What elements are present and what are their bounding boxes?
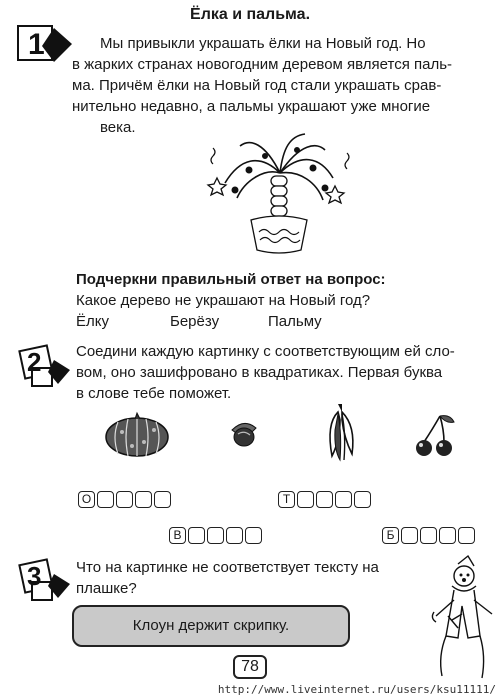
letter-cell[interactable]: [245, 527, 262, 544]
text-line: века.: [100, 119, 136, 136]
cherry-icon[interactable]: [414, 414, 456, 458]
letter-cell[interactable]: [439, 527, 456, 544]
letter-cell[interactable]: [188, 527, 205, 544]
text-line: вом, оно зашифровано в квадратиках. Первая буква: [76, 364, 443, 381]
text-line: Соедини каждую картинку с соответствующим ей сло-: [76, 343, 455, 360]
decorated-palm-tree-illustration: [205, 128, 355, 258]
letter-cell[interactable]: [335, 491, 352, 508]
letter-cell-first: Т: [278, 491, 295, 508]
task-number-badge-2: [18, 342, 74, 394]
text-line: в жарких странах новогодним деревом является паль-: [72, 56, 453, 73]
letter-cell-first: О: [78, 491, 95, 508]
task1-question: Какое дерево не украшают на Новый год?: [76, 292, 371, 309]
letter-cell[interactable]: [97, 491, 114, 508]
task1-title: Ёлка и пальма.: [189, 6, 311, 23]
letter-cell[interactable]: [297, 491, 314, 508]
letter-cell[interactable]: [420, 527, 437, 544]
hazelnut-icon[interactable]: [228, 418, 260, 448]
encoded-word-3: [169, 527, 262, 544]
letter-cell-first: Б: [382, 527, 399, 544]
letter-cell[interactable]: [226, 527, 243, 544]
letter-cell[interactable]: [401, 527, 418, 544]
text-plate: Клоун держит скрипку.: [72, 605, 350, 647]
task-number-1: 1: [28, 28, 45, 61]
clown-illustration[interactable]: [428, 556, 498, 684]
text-line: Что на картинке не соответствует тексту на: [76, 559, 379, 576]
task1-text: [72, 33, 452, 138]
page-number: 78: [233, 655, 267, 679]
text-line: в слове тебе поможет.: [76, 385, 232, 402]
task-number-2: 2: [27, 347, 42, 377]
encoded-word-4: [382, 527, 475, 544]
task1-instruction: Подчеркни правильный ответ на вопрос:: [76, 271, 386, 288]
banana-icon[interactable]: [318, 400, 360, 462]
answer-option-2[interactable]: Берёзу: [170, 313, 220, 330]
letter-cell-first: В: [169, 527, 186, 544]
text-line: Мы привыкли украшать ёлки на Новый год. Но: [100, 35, 426, 52]
answer-option-3[interactable]: Пальму: [268, 313, 322, 330]
letter-cell[interactable]: [354, 491, 371, 508]
answer-option-1[interactable]: Ёлку: [76, 313, 109, 330]
task-number-badge-3: [18, 556, 74, 608]
task-number-3: 3: [27, 561, 42, 591]
pumpkin-icon[interactable]: [104, 412, 170, 458]
letter-cell[interactable]: [207, 527, 224, 544]
task2-text: [76, 341, 455, 404]
letter-cell[interactable]: [135, 491, 152, 508]
source-url: http://www.liveinternet.ru/users/ksu11111/: [217, 683, 496, 696]
letter-cell[interactable]: [116, 491, 133, 508]
text-line: ма. Причём ёлки на Новый год стали украшать срав-: [72, 77, 442, 94]
text-line: плашке?: [76, 580, 137, 597]
letter-cell[interactable]: [154, 491, 171, 508]
encoded-word-1: [78, 491, 171, 508]
letter-cell[interactable]: [458, 527, 475, 544]
letter-cell[interactable]: [316, 491, 333, 508]
encoded-word-2: [278, 491, 371, 508]
text-line: нительно недавно, а пальмы украшают уже многие: [72, 98, 431, 115]
task3-text: [76, 557, 379, 599]
